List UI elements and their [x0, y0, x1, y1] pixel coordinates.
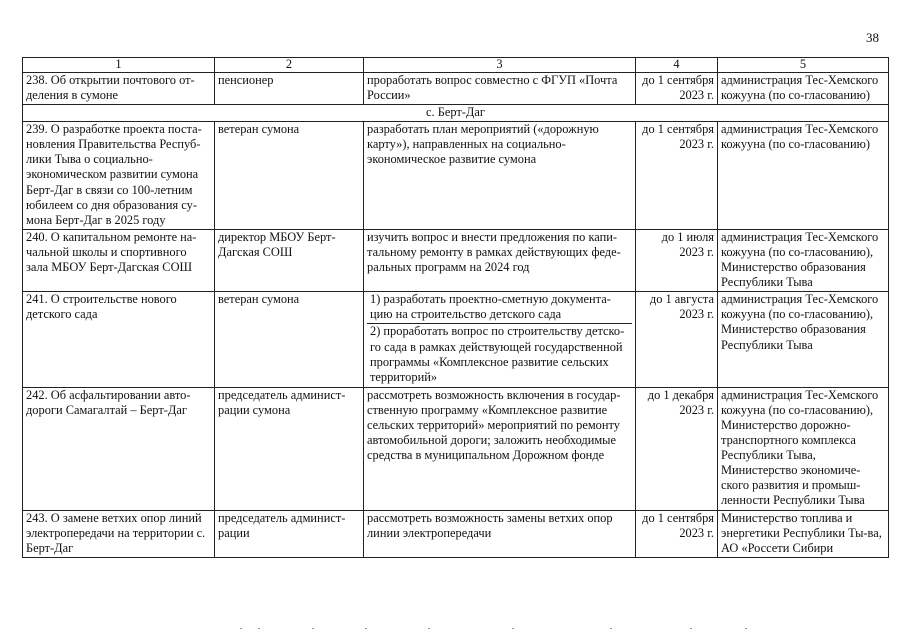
issue-cell: 240. О капитальном ремонте на-чальной школы и спортивного зала МБОУ Берт-Дагская СОШ — [23, 229, 215, 291]
measure-cell: рассмотреть возможность включения в государ-ственную программу «Комплексное развитие сельских территорий» мероприятий по ремонту автомобильной дороги; заложить необходимые средства в муниципальном Дорожном фонде — [364, 387, 636, 510]
table-row — [23, 510, 889, 557]
responsible-cell: администрация Тес-Хемского кожууна (по со-гласованию) — [718, 73, 889, 105]
section-row — [23, 105, 889, 122]
author-cell: председатель админист-рации — [215, 510, 364, 557]
table-row — [23, 387, 889, 510]
section-heading: с. Берт-Даг — [23, 105, 889, 122]
measure-item: 2) проработать вопрос по строительству детско-го сада в рамках действующей государственной программы «Комплексное развитие сельских территорий» — [367, 323, 632, 385]
deadline-cell: до 1 сентября 2023 г. — [636, 73, 718, 105]
scan-artifacts — [0, 628, 905, 634]
author-cell: председатель админист-рации сумона — [215, 387, 364, 510]
author-cell: директор МБОУ Берт-Дагская СОШ — [215, 229, 364, 291]
column-number: 3 — [364, 58, 636, 73]
measure-cell: рассмотреть возможность замены ветхих опор линии электропередачи — [364, 510, 636, 557]
responsible-cell: Министерство топлива и энергетики Республики Ты-ва, АО «Россети Сибири — [718, 510, 889, 557]
author-cell: ветеран сумона — [215, 292, 364, 388]
author-cell: пенсионер — [215, 73, 364, 105]
page-number: 38 — [866, 30, 879, 45]
column-number-row — [23, 58, 889, 73]
measure-cell: изучить вопрос и внести предложения по капи-тальному ремонту в рамках действующих феде-ральных программ на 2024 год — [364, 229, 636, 291]
deadline-cell: до 1 июля 2023 г. — [636, 229, 718, 291]
column-number: 2 — [215, 58, 364, 73]
issue-cell: 238. Об открытии почтового от-деления в сумоне — [23, 73, 215, 105]
column-number: 5 — [718, 58, 889, 73]
scan-speck — [512, 628, 514, 629]
deadline-cell: до 1 декабря 2023 г. — [636, 387, 718, 510]
responsible-cell: администрация Тес-Хемского кожууна (по со-гласованию), Министерство образования Республики Тыва — [718, 292, 889, 388]
measure-cell: проработать вопрос совместно с ФГУП «Почта России» — [364, 73, 636, 105]
deadline-cell: до 1 сентября 2023 г. — [636, 510, 718, 557]
table-row — [23, 122, 889, 230]
measure-cell — [364, 292, 636, 388]
table-row — [23, 229, 889, 291]
table-body — [23, 73, 889, 558]
issue-cell: 239. О разработке проекта поста-новления Правительства Респуб-лики Тыва о социально-экономическом развитии сумона Берт-Даг в связи со 100-летним юбилеем со дня образования су-мона Берт-Даг в 2025 году — [23, 122, 215, 230]
scan-speck — [240, 628, 242, 629]
issue-cell: 241. О строительстве нового детского сада — [23, 292, 215, 388]
column-number: 1 — [23, 58, 215, 73]
scan-speck — [258, 628, 260, 629]
author-cell: ветеран сумона — [215, 122, 364, 230]
scan-speck — [428, 628, 430, 629]
responsible-cell: администрация Тес-Хемского кожууна (по со-гласованию), Министерство образования Республики Тыва — [718, 229, 889, 291]
measure-item: 1) разработать проектно-сметную документа-цию на строительство детского сада — [370, 292, 611, 322]
scan-speck — [690, 628, 692, 629]
scan-speck — [312, 628, 314, 629]
measure-cell: разработать план мероприятий («дорожную карту»), направленных на социально-экономическое развитие сумона — [364, 122, 636, 230]
scan-speck — [610, 628, 612, 629]
table-row — [23, 292, 889, 388]
scan-speck — [365, 628, 367, 629]
issue-cell: 242. Об асфальтировании авто-дороги Самагалтай – Берт-Даг — [23, 387, 215, 510]
deadline-cell: до 1 августа 2023 г. — [636, 292, 718, 388]
table-row — [23, 73, 889, 105]
deadline-cell: до 1 сентября 2023 г. — [636, 122, 718, 230]
responsible-cell: администрация Тес-Хемского кожууна (по со-гласованию), Министерство дорожно-транспортного комплекса Республики Тыва, Министерство экономиче-ского развития и промыш-ленности Республики Тыва — [718, 387, 889, 510]
measures-table — [22, 57, 889, 558]
scan-speck — [745, 628, 747, 629]
responsible-cell: администрация Тес-Хемского кожууна (по со-гласованию) — [718, 122, 889, 230]
issue-cell: 243. О замене ветхих опор линий электропередачи на территории с. Берт-Даг — [23, 510, 215, 557]
column-number: 4 — [636, 58, 718, 73]
